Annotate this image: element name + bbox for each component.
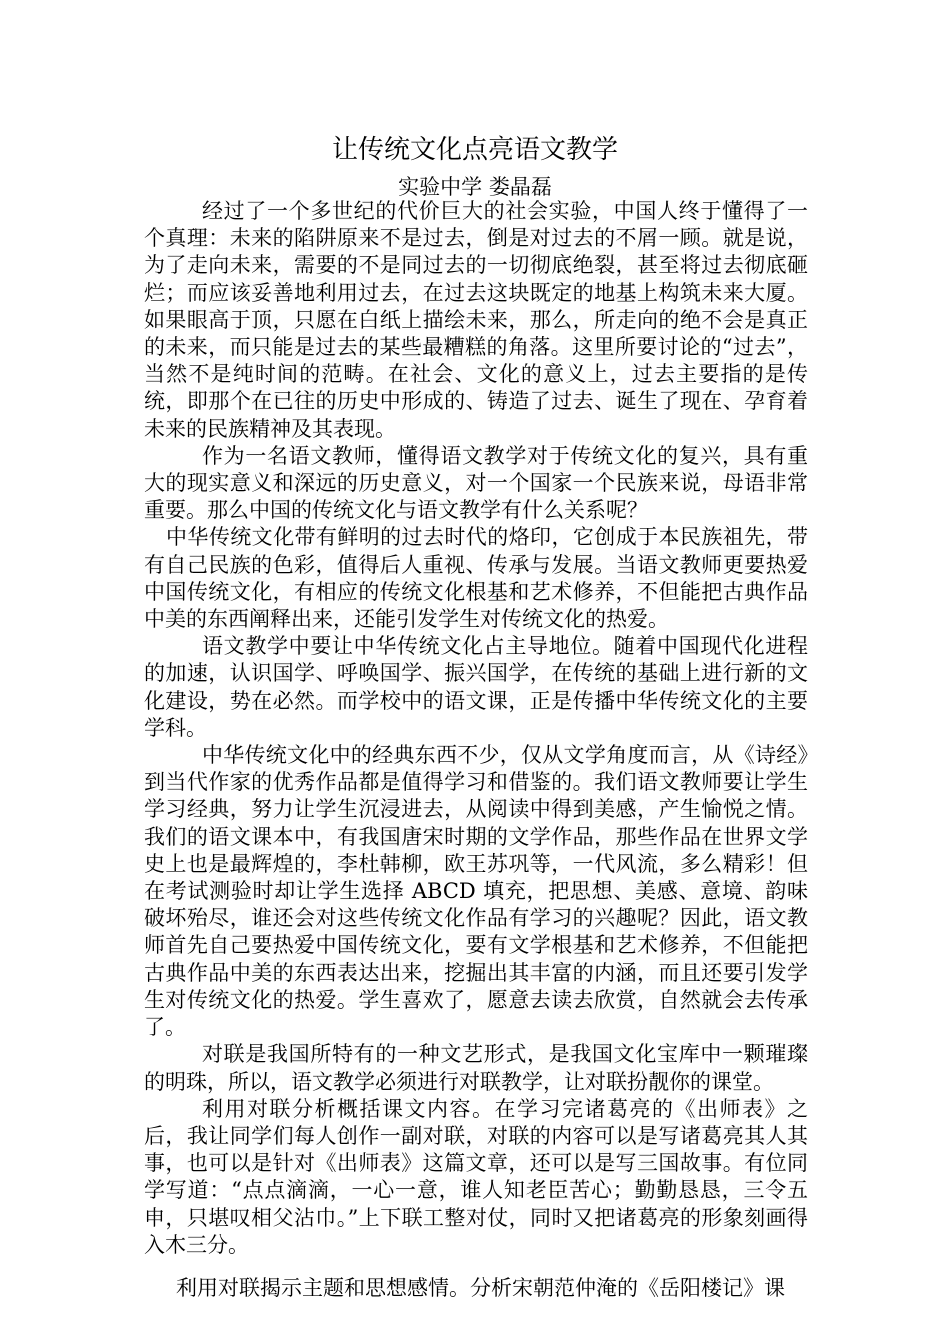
paragraph: 利用对联揭示主题和思想感情。分析宋朝范仲淹的《岳阳楼记》课	[176, 1275, 785, 1300]
paragraph: 利用对联分析概括课文内容。在学习完诸葛亮的《出师表》之后，我让同学们每人创作一副对联，对联的内容可以是写诸葛亮其人其事，也可以是针对《出师表》这篇文章，还可以是写三国故事。有位同学写道：“点点滴滴，一心一意，谁人知老臣苦心；勤勤恳恳，三令五申，只堪叹相父沾巾。”上下联工整对仗，同时又把诸葛亮的形象刻画得入木三分。	[144, 1096, 808, 1257]
paragraph: 中华传统文化带有鲜明的过去时代的烙印，它创成于本民族祖先，带有自己民族的色彩，值得后人重视、传承与发展。当语文教师更要热爱中国传统文化，有相应的传统文化根基和艺术修养，不但能把古典作品中美的东西阐释出来，还能引发学生对传统文化的热爱。	[144, 525, 808, 632]
paragraph: 中华传统文化中的经典东西不少，仅从文学角度而言，从《诗经》到当代作家的优秀作品都是值得学习和借鉴的。我们语文教师要让学生学习经典，努力让学生沉浸进去，从阅读中得到美感，产生愉悦之情。我们的语文课本中，有我国唐宋时期的文学作品，那些作品在世界文学史上也是最辉煌的，李杜韩柳，欧王苏巩等，一代风流，多么精彩！但在考试测验时却让学生选择 ABCD 填充，把思想、美感、意境、韵味破坏殆尽，谁还会对这些传统文化作品有学习的兴趣呢？因此，语文教师首先自己要热爱中国传统文化，要有文学根基和艺术修养，不但能把古典作品中美的东西表达出来，挖掘出其丰富的内涵，而且还要引发学生对传统文化的热爱。学生喜欢了，愿意去读去欣赏，自然就会去传承了。	[144, 743, 808, 1040]
paragraph: 作为一名语文教师，懂得语文教学对于传统文化的复兴，具有重大的现实意义和深远的历史意义，对一个国家一个民族来说，母语非常重要。那么中国的传统文化与语文教学有什么关系呢？	[144, 443, 808, 523]
document-title: 让传统文化点亮语文教学	[331, 135, 618, 165]
paragraph: 语文教学中要让中华传统文化占主导地位。随着中国现代化进程的加速，认识国学、呼唤国学、振兴国学，在传统的基础上进行新的文化建设，势在必然。而学校中的语文课，正是传播中华传统文化的主要学科。	[144, 634, 808, 740]
author-line: 实验中学 娄晶磊	[398, 175, 552, 199]
paragraph: 经过了一个多世纪的代价巨大的社会实验，中国人终于懂得了一个真理：未来的陷阱原来不是过去，倒是对过去的不屑一顾。就是说，为了走向未来，需要的不是同过去的一切彻底绝裂，甚至将过去彻底砸烂；而应该妥善地利用过去，在过去这块既定的地基上构筑未来大厦。如果眼高于顶，只愿在白纸上描绘未来，那么，所走向的绝不会是真正的未来，而只能是过去的某些最糟糕的角落。这里所要讨论的“过去”，当然不是纯时间的范畴。在社会、文化的意义上，过去主要指的是传统，即那个在已往的历史中形成的、铸造了过去、诞生了现在、孕育着未来的民族精神及其表现。	[144, 199, 808, 441]
document-body	[144, 198, 808, 1302]
paragraph: 对联是我国所特有的一种文艺形式，是我国文化宝库中一颗璀璨的明珠，所以，语文教学必须进行对联教学，让对联扮靓你的课堂。	[144, 1042, 808, 1094]
